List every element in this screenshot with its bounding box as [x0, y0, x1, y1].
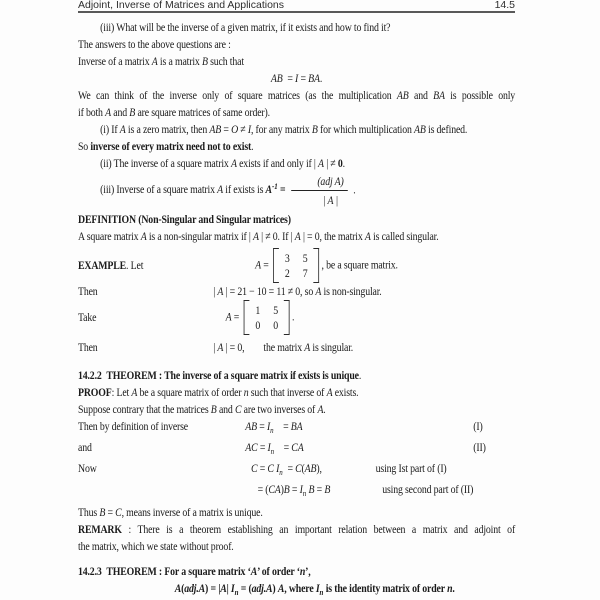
- proof-suppose: Suppose contrary that the matrices B and C are two inverses of A.: [78, 402, 326, 416]
- paragraph-inverse-definition: Inverse of a matrix A is a matrix B such that: [78, 54, 244, 68]
- equation-row-label: [78, 481, 245, 502]
- remark-line-2: the matrix, which we state without proof.: [78, 539, 234, 553]
- proof-intro: PROOF: Let A be a square matrix of order n such that inverse of A exists.: [78, 385, 359, 399]
- proof-equation-row-2: [78, 439, 515, 460]
- matrix-3-5-2-7: [273, 248, 319, 283]
- example-row-then-nonsingular: [78, 283, 515, 300]
- equation-row-label: Then by definition of inverse: [78, 419, 189, 433]
- formula-ab-equals-i-equals-ba: AB = I = BA.: [270, 71, 323, 85]
- equation-row-label: Now: [78, 461, 97, 475]
- right-bracket: [313, 248, 319, 283]
- proof-conclusion: Thus B = C, means inverse of a matrix is unique.: [78, 505, 263, 519]
- example-row-then-singular: [78, 339, 515, 356]
- example-row-take: [78, 300, 515, 335]
- row-label: Then: [78, 340, 98, 354]
- definition-body: A square matrix A is a non-singular matrix if | A | ≠ 0. If | A | = 0, the matrix A is called singular.: [78, 229, 439, 243]
- equation: AB = $I_n$ = BA: [245, 419, 303, 435]
- proof-equation-row-4: [78, 481, 515, 502]
- proof-equation-row-3: [78, 460, 515, 481]
- paragraph-point-i-conclusion: So inverse of every matrix need not to exist.: [78, 139, 254, 153]
- equation: C = C $I_n$ = C(AB),: [251, 461, 322, 477]
- matrix-cell: 3: [284, 251, 290, 265]
- proof-equation-row-1: [78, 418, 515, 439]
- paragraph-answers-intro: The answers to the above questions are :: [78, 37, 231, 51]
- example-equation-tail: , be a square matrix.: [321, 257, 398, 272]
- row-label: Then: [78, 284, 98, 298]
- matrix-cell: 0: [255, 318, 261, 332]
- matrix-cell: 0: [273, 318, 279, 332]
- matrix-cell: 1: [255, 303, 261, 317]
- equation-row-label: and: [78, 440, 92, 454]
- matrix-cell: 5: [302, 251, 308, 265]
- paragraph-point-ii: (ii) The inverse of a square matrix A exists if and only if | A | ≠ 0.: [100, 156, 345, 170]
- example-equation: [213, 248, 398, 283]
- equation-tag: (I): [473, 419, 483, 433]
- take-equation: [213, 300, 294, 335]
- determinant-zero-statement: | A | = 0, the matrix A is singular.: [213, 340, 354, 354]
- theorem-1423-formula: A(adj.A) = |A| $I_n = (adj.A)$ A, where $I_n$ is the identity matrix of order n.: [174, 581, 455, 597]
- paragraph-point-iii: [78, 174, 515, 207]
- theorem-1422-heading: 14.2.2 THEOREM : The inverse of a square matrix if exists is unique.: [78, 368, 362, 382]
- paragraph-square-matrices-line2: if both A and B are square matrices of same order).: [78, 105, 270, 119]
- point-iii-text: (iii) Inverse of a square matrix A if exists is $A^{-1}$ =: [100, 181, 288, 197]
- page-header: [78, 0, 515, 13]
- equation: = $(CA)B = I_n$ B = B: [257, 482, 331, 498]
- take-equation-lhs: A =: [225, 309, 242, 324]
- page-body: [78, 13, 515, 600]
- right-bracket: [284, 300, 290, 335]
- equation: AC = $I_n$ = CA: [245, 440, 304, 456]
- matrix-1-5-0-0: [244, 300, 290, 335]
- definition-heading: DEFINITION (Non-Singular and Singular matrices): [78, 212, 291, 226]
- point-iii-period: .: [350, 182, 356, 197]
- fraction-numerator: (adj A): [291, 174, 348, 191]
- matrix-cell: 7: [302, 266, 308, 280]
- adj-over-determinant-fraction: [291, 174, 348, 207]
- page-number: 14.5: [494, 0, 515, 11]
- theorem-1423-heading: 14.2.3 THEOREM : For a square matrix ‘A’ of order ‘n’,: [78, 564, 311, 578]
- example-equation-lhs: A =: [255, 257, 271, 272]
- determinant-calculation: | A | = 21 − 10 = 11 ≠ 0, so A is non-singular.: [213, 284, 382, 298]
- equation-note: using second part of (II): [382, 482, 474, 496]
- example-label: EXAMPLE. Let: [78, 258, 144, 272]
- row-label: Take: [78, 310, 97, 324]
- remark-line-1: REMARK : There is a theorem establishing an important relation between a matrix and adjoint of: [78, 522, 516, 536]
- take-equation-tail: .: [291, 309, 295, 324]
- running-title: Adjoint, Inverse of Matrices and Applications: [78, 0, 285, 11]
- paragraph-square-matrices-line1: We can think of the inverse only of square matrices (as the multiplication AB and BA is possible only: [78, 88, 516, 102]
- example-row-let: [78, 248, 515, 283]
- paragraph-point-i: (i) If A is a zero matrix, then AB = O ≠ I, for any matrix B for which multiplication AB is defined.: [100, 122, 468, 136]
- fraction-denominator: | A |: [322, 193, 339, 207]
- matrix-cell: 2: [284, 266, 290, 280]
- equation-note: using Ist part of (I): [375, 461, 447, 475]
- matrix-cell: 5: [273, 303, 279, 317]
- equation-tag: (II): [473, 440, 486, 454]
- paragraph-question-iii: (iii) What will be the inverse of a given matrix, if it exists and how to find it?: [100, 20, 391, 34]
